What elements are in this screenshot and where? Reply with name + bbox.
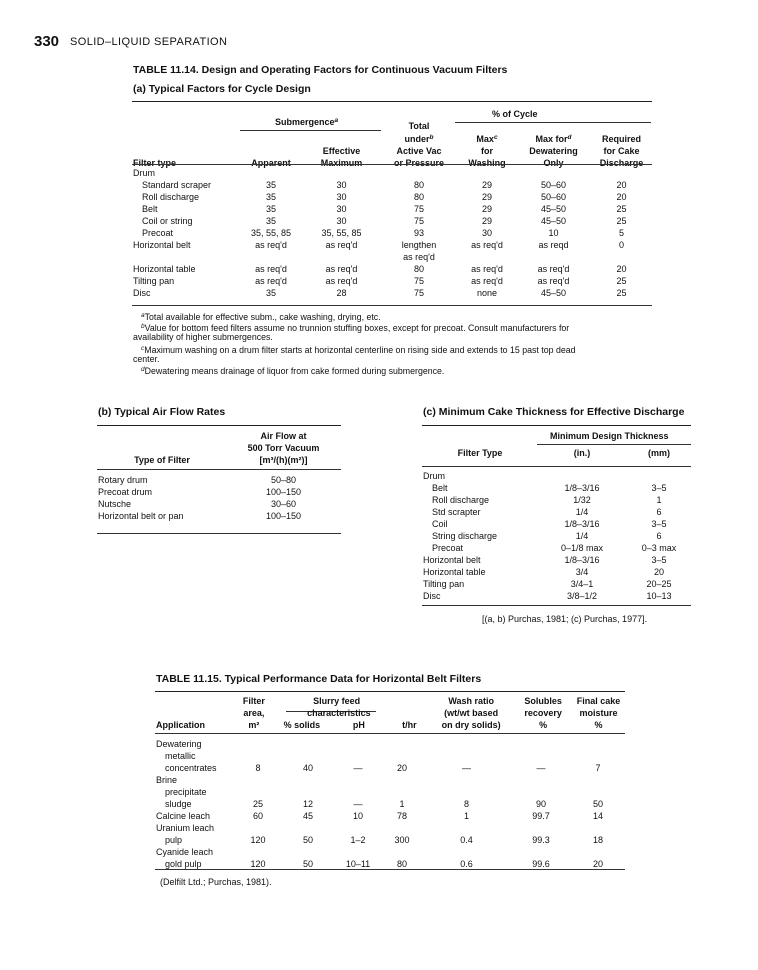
- value-cell: 30: [336, 192, 347, 202]
- filter-type-cell: Precoat: [432, 543, 464, 553]
- value-cell: [334, 738, 382, 750]
- thickness-in-cell: 3/4–1: [570, 579, 594, 589]
- value-cell: 0: [618, 240, 624, 250]
- value-cell: 25: [616, 276, 627, 286]
- application-cell: pulp: [165, 835, 183, 845]
- table-row: [133, 275, 652, 287]
- value-cell: 60: [252, 811, 263, 821]
- rule-c-group: [537, 444, 691, 445]
- application-cell: concentrates: [165, 763, 217, 773]
- value-cell: 1: [463, 811, 469, 821]
- footnote-a: $^a$Total available for effective subm., cake washing, drying, etc.: [141, 312, 381, 322]
- value-cell: [382, 738, 422, 750]
- value-cell: 93: [413, 228, 424, 238]
- value-cell: [234, 822, 282, 834]
- filter-type-cell: Drum: [423, 471, 445, 481]
- rule-top: [132, 101, 652, 102]
- value-cell: as req'd: [537, 264, 570, 274]
- value-cell: 30: [481, 228, 492, 238]
- value-cell: [511, 750, 571, 762]
- value-cell: 30: [336, 204, 347, 214]
- table-11-14-caption: TABLE 11.14. Design and Operating Factors for Continuous Vacuum Filters: [133, 64, 508, 76]
- filter-type-cell: Horizontal belt: [133, 240, 191, 250]
- value-cell: 50: [592, 799, 603, 809]
- table-row: [156, 774, 625, 786]
- value-cell: 45–50: [540, 216, 567, 226]
- value-cell: [234, 774, 282, 786]
- thickness-in-cell: 1/4: [575, 531, 589, 541]
- table-row: [133, 227, 652, 239]
- value-cell: 20: [592, 859, 603, 869]
- value-cell: —: [353, 799, 363, 809]
- air-flow-cell: 50–80: [270, 475, 297, 485]
- value-cell: 35: [265, 204, 276, 214]
- value-cell: 35, 55, 85: [250, 228, 292, 238]
- value-cell: [380, 167, 458, 179]
- filter-type-cell: Std scrapter: [432, 507, 481, 517]
- table-row: [423, 542, 691, 554]
- min-design-thickness-header: Minimum Design Thickness: [550, 431, 669, 441]
- table-row: [423, 494, 691, 506]
- table-row: [423, 566, 691, 578]
- application-cell: sludge: [165, 799, 192, 809]
- value-cell: [334, 846, 382, 858]
- value-cell: lengthen: [401, 240, 437, 250]
- filter-type-cell: Nutsche: [98, 499, 132, 509]
- value-cell: 25: [616, 216, 627, 226]
- table-row: [133, 167, 652, 179]
- value-cell: [422, 786, 511, 798]
- table-row: [133, 215, 652, 227]
- value-cell: [234, 846, 282, 858]
- table-11-14c-header: Filter Type (in.) (mm): [457, 448, 670, 458]
- table-row: [156, 798, 625, 810]
- application-cell: Brine: [156, 775, 178, 785]
- filter-type-cell: Horizontal belt or pan: [98, 511, 184, 521]
- table-11-14a-body: [133, 167, 652, 299]
- thickness-mm-cell: 20–25: [646, 579, 672, 589]
- value-cell: [282, 822, 334, 834]
- value-cell: 45: [302, 811, 313, 821]
- table-row: [423, 470, 691, 482]
- value-cell: [334, 786, 382, 798]
- table-11-14b-body: [98, 474, 341, 522]
- value-cell: [422, 738, 511, 750]
- value-cell: 12: [302, 799, 313, 809]
- section-title: SOLID–LIQUID SEPARATION: [70, 36, 228, 48]
- table-row: [156, 810, 625, 822]
- value-cell: [571, 750, 625, 762]
- value-cell: 0.6: [460, 859, 473, 869]
- filter-type-cell: Drum: [133, 168, 155, 178]
- value-cell: as req'd: [471, 276, 503, 286]
- filter-type-cell: Precoat drum: [98, 487, 153, 497]
- value-cell: [571, 786, 625, 798]
- rule-c-header-bottom: [422, 466, 691, 467]
- value-cell: [422, 846, 511, 858]
- table-row: [423, 506, 691, 518]
- value-cell: 14: [592, 811, 603, 821]
- thickness-in-cell: 3/8–1/2: [566, 591, 598, 601]
- footnote-c-cont: center.: [133, 354, 160, 364]
- value-cell: 35: [265, 288, 276, 298]
- thickness-in-cell: 0–1/8 max: [560, 543, 604, 553]
- value-cell: 25: [616, 288, 627, 298]
- value-cell: 80: [396, 859, 407, 869]
- rule-1115-header-bottom: [155, 733, 625, 734]
- table-row: [133, 239, 652, 251]
- value-cell: 300: [394, 835, 410, 845]
- table-row: [133, 251, 652, 263]
- application-cell: gold pulp: [165, 859, 202, 869]
- value-cell: 40: [302, 763, 313, 773]
- value-cell: [591, 167, 652, 179]
- value-cell: 78: [396, 811, 407, 821]
- filter-type-cell: Precoat: [142, 228, 174, 238]
- value-cell: 75: [413, 276, 424, 286]
- value-cell: as req'd: [537, 276, 570, 286]
- value-cell: [458, 167, 516, 179]
- table-row: [423, 530, 691, 542]
- table-row: [98, 474, 341, 486]
- value-cell: 30: [336, 216, 347, 226]
- thickness-mm-cell: [627, 470, 691, 482]
- value-cell: [571, 774, 625, 786]
- thickness-mm-cell: 3–5: [651, 519, 667, 529]
- air-flow-cell: 100–150: [265, 511, 302, 521]
- value-cell: [571, 822, 625, 834]
- value-cell: as req'd: [471, 264, 503, 274]
- rule-c-top: [422, 425, 691, 426]
- thickness-in-cell: 3/4: [575, 567, 589, 577]
- table-row: [423, 578, 691, 590]
- value-cell: as req'd: [325, 276, 358, 286]
- value-cell: 80: [413, 180, 424, 190]
- application-cell: Calcine leach: [156, 811, 211, 821]
- value-cell: 35: [265, 180, 276, 190]
- submergence-header: Submergence$^a$: [275, 117, 339, 127]
- value-cell: [282, 750, 334, 762]
- thickness-mm-cell: 0–3 max: [641, 543, 677, 553]
- value-cell: [571, 846, 625, 858]
- value-cell: 99.7: [532, 811, 550, 821]
- filter-type-cell: Belt: [142, 204, 158, 214]
- table-row: [98, 498, 341, 510]
- value-cell: [422, 750, 511, 762]
- value-cell: 25: [252, 799, 263, 809]
- filter-type-cell: Tilting pan: [133, 276, 175, 286]
- rule-b-top: [97, 425, 341, 426]
- thickness-mm-cell: 1: [656, 495, 662, 505]
- thickness-mm-cell: 3–5: [651, 555, 667, 565]
- value-cell: [382, 750, 422, 762]
- value-cell: as req'd: [471, 240, 503, 250]
- value-cell: [571, 738, 625, 750]
- filter-type-cell: Belt: [432, 483, 448, 493]
- value-cell: [382, 774, 422, 786]
- table-row: [156, 786, 625, 798]
- value-cell: [234, 750, 282, 762]
- value-cell: [382, 846, 422, 858]
- thickness-mm-cell: 20: [653, 567, 664, 577]
- value-cell: [234, 738, 282, 750]
- value-cell: 10–11: [345, 859, 371, 869]
- footnote-b: $^b$Value for bottom feed filters assume no trunnion stuffing boxes, except for precoat. Consult manufacturers for: [141, 323, 570, 333]
- table-row: [156, 750, 625, 762]
- thickness-in-cell: [537, 470, 627, 482]
- value-cell: —: [536, 763, 546, 773]
- value-cell: 7: [595, 763, 601, 773]
- table-row: [156, 762, 625, 774]
- table-11-14c-title: (c) Minimum Cake Thickness for Effective Discharge: [423, 406, 685, 418]
- value-cell: none: [476, 288, 498, 298]
- filter-type-cell: Coil: [432, 519, 448, 529]
- value-cell: [282, 846, 334, 858]
- filter-type-cell: Roll discharge: [432, 495, 490, 505]
- table-row: [133, 191, 652, 203]
- value-cell: 45–50: [540, 204, 567, 214]
- value-cell: 45–50: [540, 288, 567, 298]
- value-cell: as req'd: [255, 264, 287, 274]
- thickness-in-cell: 1/4: [575, 507, 589, 517]
- value-cell: [511, 786, 571, 798]
- application-cell: Uranium leach: [156, 823, 215, 833]
- application-cell: Cyanide leach: [156, 847, 214, 857]
- table-row: [98, 510, 341, 522]
- value-cell: 20: [616, 264, 627, 274]
- footnote-d: $^d$Dewatering means drainage of liquor from cake formed during submergence.: [141, 366, 445, 376]
- value-cell: 99.3: [532, 835, 550, 845]
- value-cell: [334, 750, 382, 762]
- value-cell: [591, 251, 652, 263]
- value-cell: 75: [413, 288, 424, 298]
- value-cell: [458, 251, 516, 263]
- value-cell: as req'd: [403, 252, 435, 262]
- table-11-14a-header: Total under$^b$ Max$^c$ Max for$^d$ Required Effective Active Vac for Dewatering for Cake Filter type Apparent Maximum or Pressure Washing Only Discharge: [133, 121, 644, 168]
- table-row: [133, 287, 652, 299]
- footnote-c: $^c$Maximum washing on a drum filter starts at horizontal centerline on rising side and extends to 15 past top dead: [141, 345, 576, 355]
- thickness-mm-cell: 10–13: [646, 591, 672, 601]
- thickness-in-cell: 1/32: [573, 495, 591, 505]
- value-cell: [239, 167, 303, 179]
- value-cell: 80: [413, 192, 424, 202]
- application-cell: metallic: [165, 751, 196, 761]
- filter-type-cell: Horizontal belt: [423, 555, 481, 565]
- filter-type-cell: Coil or string: [142, 216, 193, 226]
- filter-type-cell: Roll discharge: [142, 192, 200, 202]
- value-cell: 1–2: [350, 835, 366, 845]
- value-cell: 50: [302, 859, 313, 869]
- table-row: [423, 518, 691, 530]
- value-cell: [334, 774, 382, 786]
- value-cell: —: [353, 763, 363, 773]
- value-cell: 120: [250, 859, 266, 869]
- value-cell: 75: [413, 204, 424, 214]
- page-number: 330: [34, 33, 60, 50]
- value-cell: [282, 738, 334, 750]
- value-cell: [516, 251, 591, 263]
- table-row: [423, 482, 691, 494]
- value-cell: 35: [265, 192, 276, 202]
- value-cell: [511, 846, 571, 858]
- thickness-in-cell: 1/8–3/16: [564, 555, 600, 565]
- value-cell: 20: [616, 180, 627, 190]
- value-cell: [516, 167, 591, 179]
- table-11-14-source: [(a, b) Purchas, 1981; (c) Purchas, 1977].: [482, 614, 648, 624]
- filter-type-cell: Horizontal table: [133, 264, 196, 274]
- thickness-in-cell: 1/8–3/16: [564, 519, 600, 529]
- table-row: [133, 203, 652, 215]
- application-cell: Dewatering: [156, 739, 202, 749]
- value-cell: [382, 822, 422, 834]
- value-cell: 18: [592, 835, 603, 845]
- value-cell: 75: [413, 216, 424, 226]
- filter-type-cell: Rotary drum: [98, 475, 148, 485]
- value-cell: 10: [548, 228, 559, 238]
- value-cell: 8: [463, 799, 469, 809]
- value-cell: [511, 822, 571, 834]
- table-11-14b-header: Air Flow at 500 Torr Vacuum Type of Filter [m³/(h)(m²)]: [134, 431, 320, 465]
- value-cell: [234, 786, 282, 798]
- filter-type-cell: String discharge: [432, 531, 498, 541]
- value-cell: —: [462, 763, 471, 773]
- footnote-b-cont: availability of higher submergences.: [133, 332, 273, 342]
- value-cell: as req'd: [255, 240, 287, 250]
- thickness-mm-cell: 6: [656, 531, 662, 541]
- value-cell: as req'd: [255, 276, 287, 286]
- value-cell: [334, 822, 382, 834]
- value-cell: [382, 786, 422, 798]
- rule-b-header-bottom: [97, 469, 341, 470]
- value-cell: 120: [250, 835, 266, 845]
- value-cell: [282, 774, 334, 786]
- value-cell: 29: [481, 180, 492, 190]
- value-cell: 8: [255, 763, 261, 773]
- value-cell: [303, 167, 380, 179]
- table-row: [156, 822, 625, 834]
- value-cell: 20: [396, 763, 407, 773]
- rule-1115-top: [155, 691, 625, 692]
- filter-type-cell: [133, 251, 239, 263]
- value-cell: [303, 251, 380, 263]
- value-cell: as req'd: [325, 240, 358, 250]
- value-cell: 50–60: [540, 192, 567, 202]
- value-cell: as reqd: [538, 240, 569, 250]
- table-row: [156, 738, 625, 750]
- value-cell: as req'd: [325, 264, 358, 274]
- table-row: [133, 263, 652, 275]
- value-cell: 35, 55, 85: [321, 228, 362, 238]
- value-cell: 29: [481, 192, 492, 202]
- value-cell: 50–60: [540, 180, 567, 190]
- value-cell: [422, 774, 511, 786]
- value-cell: 29: [481, 216, 492, 226]
- value-cell: 0.4: [460, 835, 473, 845]
- table-11-15-source: (Delfilt Ltd.; Purchas, 1981).: [160, 877, 272, 887]
- table-row: [133, 179, 652, 191]
- table-row: [156, 834, 625, 846]
- table-11-14c-body: [423, 470, 691, 602]
- rule-1115-bottom: [155, 869, 625, 870]
- filter-type-cell: Disc: [133, 288, 151, 298]
- value-cell: 1: [399, 799, 405, 809]
- thickness-in-cell: 1/8–3/16: [564, 483, 600, 493]
- filter-type-cell: Standard scraper: [142, 180, 212, 190]
- table-11-15-header: Filter Slurry feed Wash ratio Solubles Final cake area, characteristics (wt/wt based recovery moisture Application m² % solids pH t/hr on dry solids) % %: [156, 696, 621, 730]
- table-row: [423, 590, 691, 602]
- table-11-15-caption: TABLE 11.15. Typical Performance Data for Horizontal Belt Filters: [156, 673, 482, 685]
- value-cell: [239, 251, 303, 263]
- filter-type-cell: Tilting pan: [423, 579, 465, 589]
- rule-header-bottom: [132, 164, 652, 165]
- table-row: [98, 486, 341, 498]
- filter-type-cell: Disc: [423, 591, 441, 601]
- value-cell: [282, 786, 334, 798]
- value-cell: 5: [618, 228, 624, 238]
- filter-type-cell: Horizontal table: [423, 567, 486, 577]
- value-cell: 35: [265, 216, 276, 226]
- air-flow-cell: 30–60: [270, 499, 297, 509]
- application-cell: precipitate: [165, 787, 207, 797]
- air-flow-cell: 100–150: [265, 487, 302, 497]
- value-cell: 50: [302, 835, 313, 845]
- value-cell: [422, 822, 511, 834]
- value-cell: 29: [481, 204, 492, 214]
- value-cell: [511, 774, 571, 786]
- rule-body-bottom: [132, 305, 652, 306]
- rule-c-bottom: [422, 605, 691, 606]
- table-11-14a-title: (a) Typical Factors for Cycle Design: [133, 83, 311, 95]
- value-cell: 10: [352, 811, 363, 821]
- pct-cycle-header: % of Cycle: [492, 109, 538, 119]
- table-11-14b-title: (b) Typical Air Flow Rates: [98, 406, 226, 418]
- thickness-mm-cell: 3–5: [651, 483, 667, 493]
- value-cell: [511, 738, 571, 750]
- thickness-mm-cell: 6: [656, 507, 662, 517]
- value-cell: 30: [336, 180, 347, 190]
- table-row: [423, 554, 691, 566]
- table-11-15-body: [156, 738, 625, 870]
- value-cell: 90: [535, 799, 546, 809]
- table-row: [156, 846, 625, 858]
- value-cell: 20: [616, 192, 627, 202]
- value-cell: 99.6: [532, 859, 550, 869]
- value-cell: 80: [413, 264, 424, 274]
- rule-b-bottom: [97, 533, 341, 534]
- value-cell: 28: [336, 288, 347, 298]
- value-cell: 25: [616, 204, 627, 214]
